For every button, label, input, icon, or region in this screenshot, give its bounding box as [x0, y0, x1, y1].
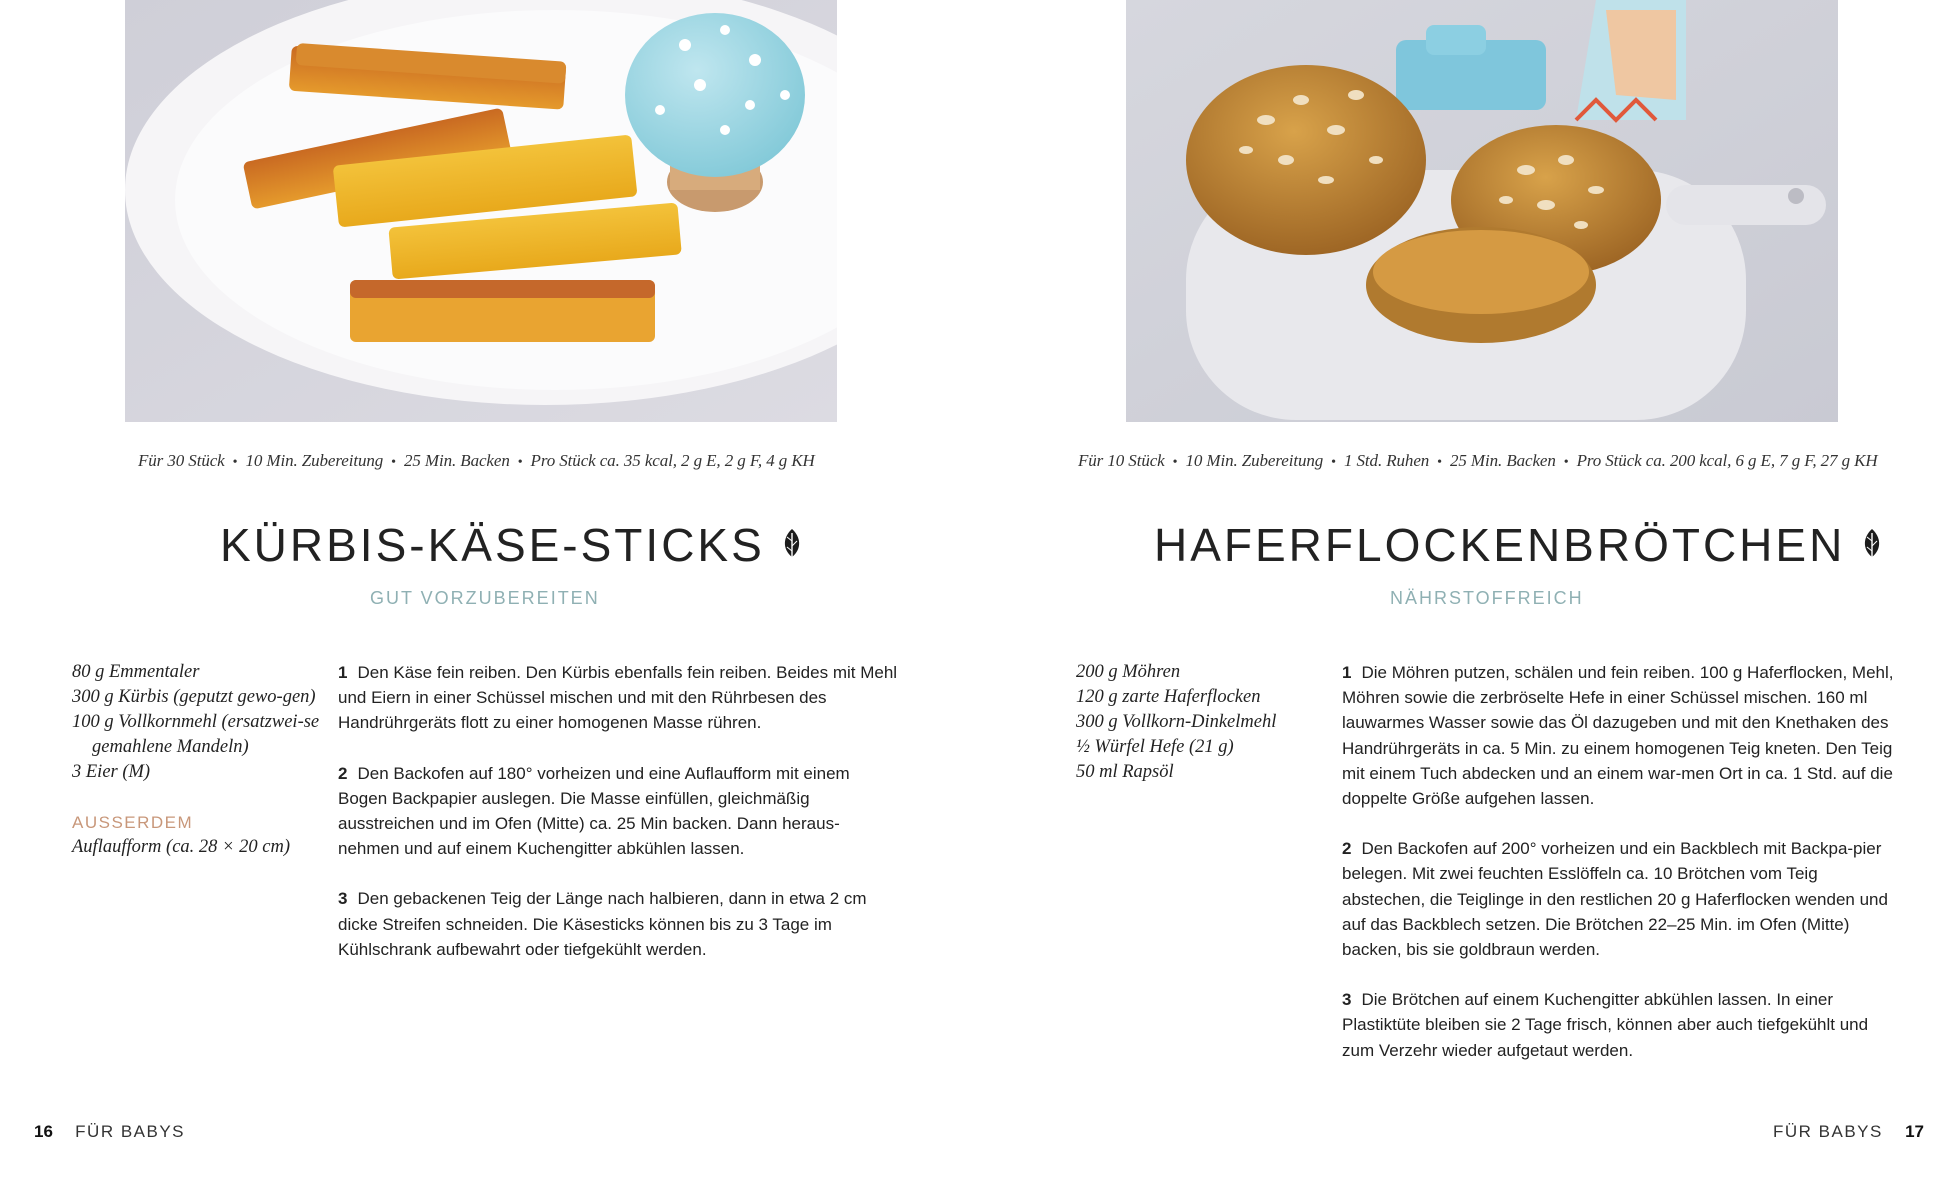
step-2 — [1342, 836, 1897, 962]
ingredient-item: 300 g Vollkorn-Dinkelmehl — [1076, 712, 1277, 732]
ingredient-item: 50 ml Rapsöl — [1076, 762, 1174, 782]
step-text: Den Backofen auf 180° vorheizen und eine Auflaufform mit einem Bogen Backpapier auslegen. Die Masse einfüllen, gleichmäßig ausstreichen und im Ofen (Mitte) ca. 25 Min backen. Dann heraus-nehmen und auf einem Kuchengitter abkühlen lassen. — [338, 763, 850, 859]
preparation-steps — [1342, 660, 1897, 1088]
ingredient-item: 300 g Kürbis (geputzt gewo-gen) — [72, 687, 316, 707]
section-name: FÜR BABYS — [1772, 1122, 1883, 1141]
recipe-title-text: KÜRBIS-KÄSE-STICKS — [220, 519, 765, 571]
section-name: FÜR BABYS — [75, 1122, 186, 1141]
prep-time: 10 Min. Zubereitung — [245, 451, 384, 470]
step-text: Den Käse fein reiben. Den Kürbis ebenfalls fein reiben. Beides mit Mehl und Eiern in einer Schüssel mischen und mit den Rührbesen des Handrührgeräts flott zu einer homogenen Masse rühren. — [338, 663, 898, 733]
recipe-meta — [1078, 451, 1878, 471]
separator: • — [517, 455, 523, 470]
step-number: 1 — [1342, 663, 1352, 682]
nutrition: Pro Stück ca. 35 kcal, 2 g E, 2 g F, 4 g KH — [530, 451, 815, 470]
pumpkin-cheese-sticks-photo — [125, 0, 837, 422]
page-number: 17 — [1905, 1122, 1924, 1141]
separator: • — [1563, 455, 1569, 470]
ingredient-item: 100 g Vollkornmehl (ersatzwei-se gemahlene Mandeln) — [72, 712, 320, 757]
extras-item: Auflaufform (ca. 28 × 20 cm) — [72, 837, 291, 857]
step-2 — [338, 761, 898, 862]
step-3 — [1342, 987, 1897, 1063]
ingredient-item: 200 g Möhren — [1076, 662, 1181, 682]
recipe-title — [1154, 518, 1883, 572]
step-text: Die Brötchen auf einem Kuchengitter abkühlen lassen. In einer Plastiktüte bleiben sie 2 Tage frisch, können aber auch tiefgekühlt und zum Verzehr wieder aufgetaut werden. — [1342, 990, 1869, 1060]
bake-time: 25 Min. Backen — [1449, 451, 1556, 470]
bake-time: 25 Min. Backen — [403, 451, 510, 470]
recipe-meta — [138, 451, 815, 471]
ingredients-list — [1076, 660, 1326, 785]
step-3 — [338, 886, 898, 962]
step-text: Den Backofen auf 200° vorheizen und ein Backblech mit Backpa-pier belegen. Mit zwei feuchten Esslöffeln ca. 10 Brötchen vom Teig abstechen, die Teiglinge in den restlichen 20 g Haferflocken wenden und auf das Backblech setzen. Die Brötchen 22–25 Min. im Ofen (Mitte) backen, bis sie goldbraun werden. — [1342, 839, 1888, 960]
ingredients-list — [72, 660, 322, 860]
page-footer — [1773, 1122, 1924, 1142]
preparation-steps — [338, 660, 898, 987]
page-number: 16 — [34, 1122, 53, 1141]
separator: • — [1172, 455, 1178, 470]
recipe-title — [220, 518, 803, 572]
step-number: 3 — [1342, 990, 1352, 1010]
step-text: Die Möhren putzen, schälen und fein reiben. 100 g Haferflocken, Mehl, Möhren sowie die zerbröselte Hefe in einer Schüssel mischen. 160 ml lauwarmes Wasser sowie das Öl dazugeben und mit den Knethaken des Handrührgeräts in ca. 5 Min. zu einem homogenen Teig kneten. Den Teig mit einem Tuch abdecken und an einem war-men Ort in ca. 1 Std. auf die doppelte Größe aufgehen lassen. — [1342, 663, 1894, 809]
leaf-icon — [781, 527, 803, 563]
extras-label: AUSSERDEM — [72, 813, 194, 832]
recipe-subtitle: GUT VORZUBEREITEN — [370, 588, 600, 608]
step-number: 1 — [338, 663, 348, 682]
ingredient-item: 80 g Emmentaler — [72, 662, 200, 682]
servings: Für 30 Stück — [138, 451, 225, 470]
right-page — [974, 0, 1948, 1181]
step-number: 3 — [338, 889, 348, 909]
step-1 — [338, 660, 898, 736]
oat-rolls-photo — [1126, 0, 1838, 422]
servings: Für 10 Stück — [1078, 451, 1165, 470]
step-1 — [1342, 660, 1897, 811]
step-text: Den gebackenen Teig der Länge nach halbieren, dann in etwa 2 cm dicke Streifen schneiden. Die Käsesticks können bis zu 3 Tage im Kühlschrank aufbewahrt oder tiefgekühlt werden. — [338, 889, 867, 959]
rest-time: 1 Std. Ruhen — [1343, 451, 1430, 470]
separator: • — [391, 455, 396, 470]
recipe-title-text: HAFERFLOCKENBRÖTCHEN — [1154, 519, 1846, 571]
step-number: 2 — [1342, 839, 1352, 859]
page-footer — [34, 1122, 185, 1142]
step-number: 2 — [338, 763, 348, 783]
nutrition: Pro Stück ca. 200 kcal, 6 g E, 7 g F, 27 g KH — [1576, 451, 1878, 470]
separator: • — [1331, 455, 1336, 470]
leaf-icon — [1861, 527, 1883, 563]
ingredient-item: 120 g zarte Haferflocken — [1076, 687, 1261, 707]
separator: • — [232, 455, 238, 470]
separator: • — [1437, 455, 1442, 470]
ingredient-item: ½ Würfel Hefe (21 g) — [1076, 737, 1234, 757]
ingredient-item: 3 Eier (M) — [72, 762, 151, 782]
recipe-subtitle: NÄHRSTOFFREICH — [1390, 588, 1584, 608]
prep-time: 10 Min. Zubereitung — [1185, 451, 1324, 470]
